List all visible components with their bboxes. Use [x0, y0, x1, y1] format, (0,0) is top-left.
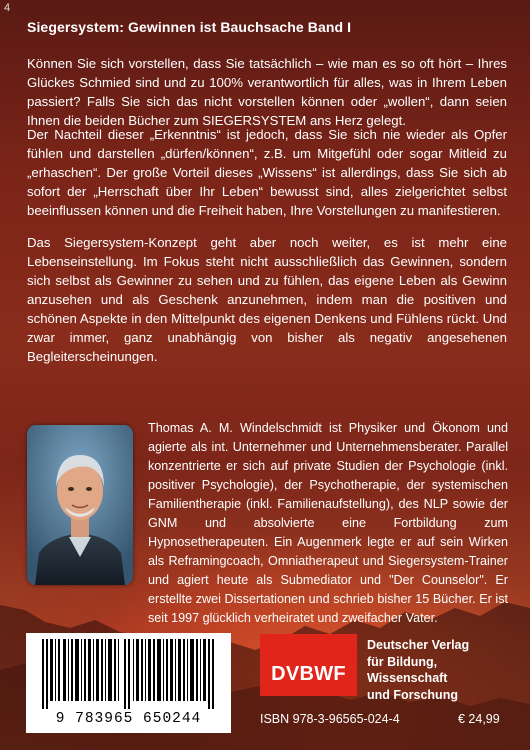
publisher-logo-text: DVBWF	[271, 662, 346, 685]
book-title: Siegersystem: Gewinnen ist Bauchsache Band I	[27, 19, 352, 35]
author-bio: Thomas A. M. Windelschmidt ist Physiker und Ökonom und agierte als int. Unternehmer und Unternehmensberater. Parallel konzentrierte er sich auf private Studien der Psychologie (inkl. positiver Psychologie), der Psychotherapie, der systemischen Familientherapie (inkl. Familienaufstellung), des NLP sowie der GNM und absolvierte eine Fortbildung zum Hypnosetherapeuten. Ein Augenmerk legte er auf sein Wirken als Reframingcoach, Omniatherapeut und Siegersystem-Trainer und agiert heute als Submediator und "Der Counselor". Er erstellte zwei Dissertationen und schrieb bisher 15 Bücher. Er ist seit 1997 glücklich verheiratet und zweifacher Vater.	[148, 421, 508, 625]
intro-paragraph-3: Das Siegersystem-Konzept geht aber noch weiter, es ist mehr eine Lebenseinstellung. Im Fokus steht nicht ausschließlich das Gewinnen, sondern sich selbst als Gewinner zu sehen und zu fühlen, das eigene Leben als Gewinn anzusehen und als Geschenk anzunehmen, indem man die positiven und schönen Aspekte in den Mittelpunkt des eigenen Denkens und Fühlens rückt. Und zwar immer, ganz unabhängig von bisher als negativ angesehenen Begleiterscheinungen.	[27, 235, 507, 364]
isbn-barcode	[26, 633, 231, 733]
publisher-logo	[260, 634, 357, 696]
intro-paragraph-1: Können Sie sich vorstellen, dass Sie tatsächlich – wie man es so oft hört – Ihres Glückes Schmied sind und zu 100% verantwortlich für alles, was in Ihrem Leben passiert? Falls Sie sich das nicht vorstellen können oder „wollen“, dann seien Ihnen die beiden Bücher zum SIEGERSYSTEM ans Herz gelegt.	[27, 56, 507, 128]
publisher-name-line: für Bildung,	[367, 654, 438, 669]
publisher-name-line: Deutscher Verlag	[367, 638, 470, 652]
barcode-number: 9 783965 650244	[55, 711, 202, 727]
barcode-bars	[32, 639, 225, 709]
intro-paragraph-2: Der Nachteil dieser „Erkenntnis“ ist jedoch, dass Sie sich nie wieder als Opfer fühlen und darstellen „dürfen/können“, z.B. um Mitgefühl oder sogar Mitleid zu „erhaschen“. Der große Vorteil dieses „Wissens“ ist allerdings, dass Sie sich ab sofort der „Herrschaft über Ihr Leben“ bewusst sind, alles zielgerichtet selbst beeinflussen können und die Freiheit haben, Ihre Vorstellungen zu manifestieren.	[27, 127, 507, 218]
page-number: 4	[4, 2, 11, 14]
author-photo	[27, 425, 133, 585]
price-label: € 24,99	[458, 712, 500, 726]
publisher-name	[367, 637, 517, 703]
isbn-number: ISBN 978-3-96565-024-4	[260, 712, 400, 726]
publisher-name-line: und Forschung	[367, 687, 458, 702]
publisher-name-line: Wissenschaft	[367, 671, 448, 685]
